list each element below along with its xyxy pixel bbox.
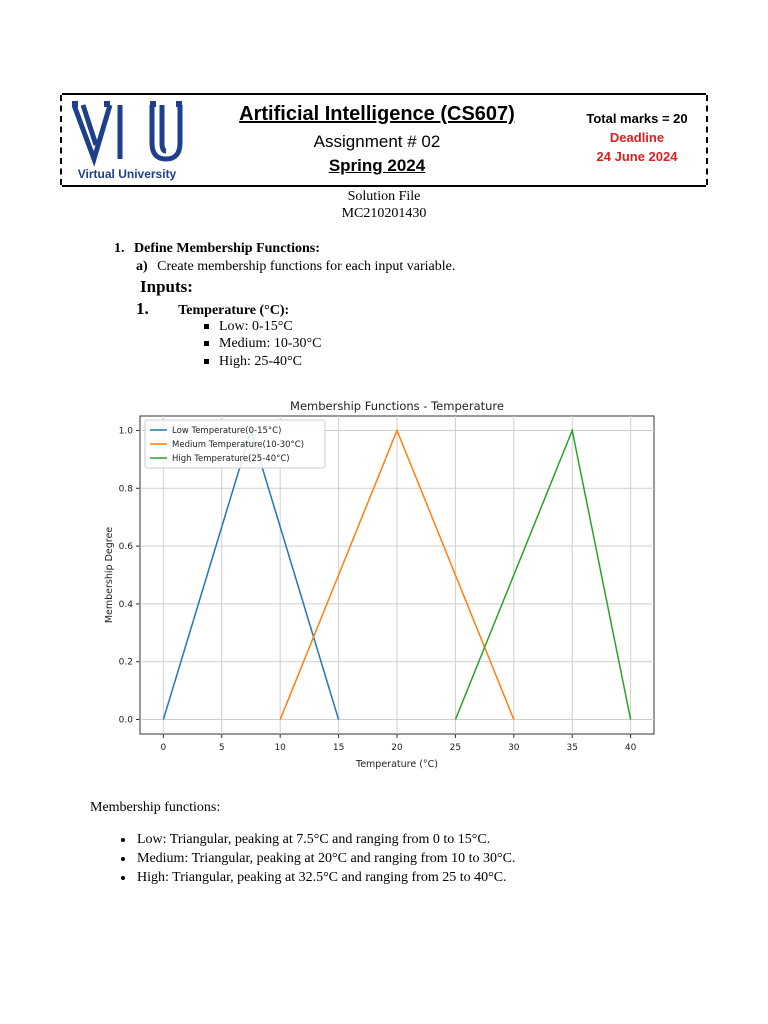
part-label: a) bbox=[136, 259, 148, 274]
legend-label: Medium Temperature(10-30°C) bbox=[172, 440, 305, 450]
course-info bbox=[212, 103, 542, 176]
y-tick-label: 0.2 bbox=[118, 657, 133, 668]
student-id: MC210201430 bbox=[341, 206, 427, 221]
x-tick-label: 25 bbox=[449, 743, 462, 753]
y-tick-label: 0.0 bbox=[118, 715, 133, 726]
bullet-icon bbox=[204, 359, 209, 364]
range-medium bbox=[204, 336, 321, 352]
range-low bbox=[204, 319, 293, 335]
y-axis-label: Membership Degree bbox=[104, 526, 115, 624]
question-heading bbox=[114, 241, 320, 257]
membership-chart bbox=[92, 394, 662, 770]
y-tick-label: 0.6 bbox=[118, 542, 133, 553]
x-tick-label: 30 bbox=[508, 743, 520, 753]
header-left-border bbox=[60, 95, 62, 185]
input-heading bbox=[136, 299, 289, 319]
range-text: High: 25-40°C bbox=[219, 354, 302, 369]
x-tick-label: 40 bbox=[624, 743, 637, 753]
question-title: Define Membership Functions: bbox=[134, 241, 320, 256]
term: Spring 2024 bbox=[328, 156, 426, 175]
input-number: 1. bbox=[136, 299, 149, 318]
range-text: Low: 0-15°C bbox=[219, 319, 293, 334]
bullet-icon bbox=[204, 324, 209, 329]
y-tick-label: 1.0 bbox=[118, 426, 133, 437]
vu-logo-mark bbox=[66, 97, 188, 167]
question-number: 1. bbox=[114, 241, 125, 256]
vu-logo bbox=[66, 97, 188, 181]
list-item: • Low: Triangular, peaking at 7.5°C and ranging from 0 to 15°C. bbox=[135, 830, 516, 849]
legend-label: High Temperature(25-40°C) bbox=[172, 454, 290, 464]
list-item: • Medium: Triangular, peaking at 20°C and ranging from 10 to 30°C. bbox=[135, 849, 516, 868]
header-right-border bbox=[706, 95, 708, 185]
x-axis-label: Temperature (°C) bbox=[356, 759, 438, 770]
deadline-date: 24 June 2024 bbox=[596, 149, 678, 164]
bullet-icon bbox=[204, 341, 209, 346]
marks-box bbox=[572, 109, 702, 166]
x-tick-label: 10 bbox=[274, 743, 286, 753]
assignment-number: Assignment # 02 bbox=[313, 132, 441, 151]
membership-intro: Membership functions: bbox=[90, 800, 221, 815]
solution-info bbox=[0, 188, 768, 222]
course-title: Artificial Intelligence (CS607) bbox=[239, 103, 515, 125]
y-tick-label: 0.8 bbox=[118, 484, 133, 495]
question-part bbox=[136, 259, 455, 275]
x-tick-label: 5 bbox=[218, 743, 225, 753]
y-tick-label: 0.4 bbox=[118, 599, 133, 610]
inputs-heading: Inputs: bbox=[140, 277, 193, 296]
chart-title: Membership Functions - Temperature bbox=[290, 399, 504, 413]
solution-label: Solution File bbox=[347, 189, 421, 204]
chart-svg bbox=[92, 394, 662, 770]
x-tick-label: 20 bbox=[391, 743, 403, 753]
document-header bbox=[62, 93, 706, 187]
input-title: Temperature (°C): bbox=[178, 303, 290, 318]
deadline-label: Deadline bbox=[609, 130, 665, 145]
logo-caption: Virtual University bbox=[77, 167, 177, 181]
x-tick-label: 35 bbox=[566, 743, 578, 753]
range-text: Medium: 10-30°C bbox=[219, 336, 322, 351]
list-item: • High: Triangular, peaking at 32.5°C and ranging from 25 to 40°C. bbox=[135, 868, 516, 887]
x-tick-label: 0 bbox=[160, 743, 167, 753]
membership-list bbox=[90, 830, 516, 887]
part-text: Create membership functions for each input variable. bbox=[157, 259, 456, 274]
legend-label: Low Temperature(0-15°C) bbox=[172, 426, 282, 436]
total-marks: Total marks = 20 bbox=[586, 111, 688, 126]
range-high bbox=[204, 354, 302, 370]
x-tick-label: 15 bbox=[332, 743, 345, 753]
